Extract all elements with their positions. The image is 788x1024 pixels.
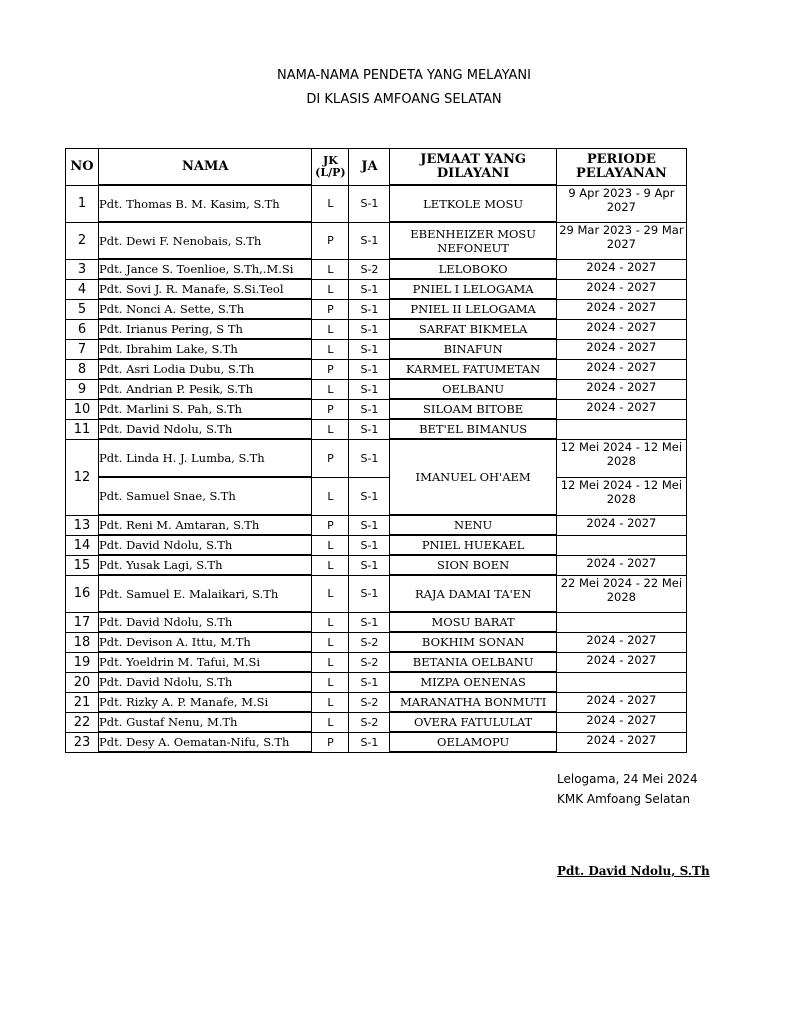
education-level: S-2 (349, 652, 390, 672)
header-ja: JA (349, 149, 390, 186)
congregation: BET'EL BIMANUS (390, 419, 556, 439)
pastor-name: Pdt. Devison A. Ittu, M.Th (99, 632, 312, 652)
service-period: 2024 - 2027 (556, 279, 686, 299)
gender: L (312, 259, 349, 279)
service-period: 12 Mei 2024 - 12 Mei 2028 (556, 439, 686, 477)
table-row (66, 477, 687, 515)
gender: P (312, 359, 349, 379)
row-number: 13 (66, 515, 99, 535)
service-period: 2024 - 2027 (556, 379, 686, 399)
gender: L (312, 575, 349, 612)
gender: L (312, 279, 349, 299)
gender: L (312, 692, 349, 712)
row-number: 5 (66, 299, 99, 319)
service-period: 2024 - 2027 (556, 319, 686, 339)
header-no: NO (66, 149, 99, 186)
service-period: 2024 - 2027 (556, 399, 686, 419)
congregation: MARANATHA BONMUTI (390, 692, 556, 712)
pastor-name: Pdt. Irianus Pering, S Th (99, 319, 312, 339)
service-period: 2024 - 2027 (556, 732, 686, 752)
education-level: S-2 (349, 692, 390, 712)
table-row (66, 712, 687, 732)
service-period (556, 672, 686, 692)
pastor-name: Pdt. Sovi J. R. Manafe, S.Si.Teol (99, 279, 312, 299)
row-number: 3 (66, 259, 99, 279)
document-title: NAMA-NAMA PENDETA YANG MELAYANI (277, 68, 531, 83)
education-level: S-1 (349, 555, 390, 575)
document-subtitle: DI KLASIS AMFOANG SELATAN (306, 92, 502, 107)
pastor-name: Pdt. Desy A. Oematan-Nifu, S.Th (99, 732, 312, 752)
education-level: S-1 (349, 535, 390, 555)
pastor-name: Pdt. Linda H. J. Lumba, S.Th (99, 439, 312, 477)
gender: L (312, 477, 349, 515)
row-number: 20 (66, 672, 99, 692)
education-level: S-1 (349, 299, 390, 319)
header-nama: NAMA (99, 149, 312, 186)
service-period: 29 Mar 2023 - 29 Mar 2027 (556, 222, 686, 259)
pastor-name: Pdt. Rizky A. P. Manafe, M.Si (99, 692, 312, 712)
education-level: S-1 (349, 222, 390, 259)
gender: L (312, 612, 349, 632)
table-row (66, 535, 687, 555)
congregation: IMANUEL OH'AEM (390, 439, 556, 515)
row-number: 23 (66, 732, 99, 752)
pastor-table (65, 148, 687, 753)
service-period: 2024 - 2027 (556, 632, 686, 652)
gender: L (312, 339, 349, 359)
service-period (556, 535, 686, 555)
education-level: S-1 (349, 379, 390, 399)
header-jemaat: JEMAAT YANG DILAYANI (390, 149, 556, 186)
education-level: S-1 (349, 339, 390, 359)
pastor-name: Pdt. Yusak Lagi, S.Th (99, 555, 312, 575)
table-row (66, 379, 687, 399)
table-row (66, 672, 687, 692)
congregation: PNIEL HUEKAEL (390, 535, 556, 555)
table-row (66, 259, 687, 279)
education-level: S-1 (349, 575, 390, 612)
congregation: BETANIA OELBANU (390, 652, 556, 672)
table-header-row (66, 149, 687, 186)
gender: P (312, 515, 349, 535)
table-row (66, 339, 687, 359)
table-row (66, 652, 687, 672)
education-level: S-1 (349, 732, 390, 752)
education-level: S-1 (349, 319, 390, 339)
gender: L (312, 555, 349, 575)
education-level: S-1 (349, 419, 390, 439)
gender: P (312, 222, 349, 259)
table-row (66, 319, 687, 339)
row-number: 2 (66, 222, 99, 259)
congregation: PNIEL I LELOGAMA (390, 279, 556, 299)
congregation: MOSU BARAT (390, 612, 556, 632)
education-level: S-1 (349, 279, 390, 299)
congregation: BOKHIM SONAN (390, 632, 556, 652)
congregation: LETKOLE MOSU (390, 185, 556, 222)
education-level: S-1 (349, 359, 390, 379)
service-period: 9 Apr 2023 - 9 Apr 2027 (556, 185, 686, 222)
table-row (66, 299, 687, 319)
education-level: S-1 (349, 439, 390, 477)
congregation: KARMEL FATUMETAN (390, 359, 556, 379)
service-period: 2024 - 2027 (556, 692, 686, 712)
education-level: S-1 (349, 672, 390, 692)
header-jk: JK (L/P) (312, 149, 349, 186)
congregation: EBENHEIZER MOSU NEFONEUT (390, 222, 556, 259)
service-period: 2024 - 2027 (556, 652, 686, 672)
congregation: NENU (390, 515, 556, 535)
row-number: 7 (66, 339, 99, 359)
row-number: 8 (66, 359, 99, 379)
pastor-name: Pdt. Jance S. Toenlioe, S.Th,.M.Si (99, 259, 312, 279)
row-number: 6 (66, 319, 99, 339)
education-level: S-1 (349, 612, 390, 632)
table-row (66, 555, 687, 575)
pastor-name: Pdt. David Ndolu, S.Th (99, 672, 312, 692)
pastor-name: Pdt. Thomas B. M. Kasim, S.Th (99, 185, 312, 222)
table-row (66, 399, 687, 419)
congregation: SILOAM BITOBE (390, 399, 556, 419)
row-number: 19 (66, 652, 99, 672)
service-period: 22 Mei 2024 - 22 Mei 2028 (556, 575, 686, 612)
education-level: S-2 (349, 712, 390, 732)
education-level: S-1 (349, 399, 390, 419)
pastor-name: Pdt. Samuel E. Malaikari, S.Th (99, 575, 312, 612)
congregation: SION BOEN (390, 555, 556, 575)
congregation: PNIEL II LELOGAMA (390, 299, 556, 319)
gender: L (312, 672, 349, 692)
gender: P (312, 299, 349, 319)
service-period (556, 419, 686, 439)
pastor-name: Pdt. Dewi F. Nenobais, S.Th (99, 222, 312, 259)
service-period: 2024 - 2027 (556, 299, 686, 319)
table-row (66, 732, 687, 752)
pastor-name: Pdt. Nonci A. Sette, S.Th (99, 299, 312, 319)
signatory-name: Pdt. David Ndolu, S.Th (557, 864, 710, 878)
pastor-name: Pdt. Gustaf Nenu, M.Th (99, 712, 312, 732)
organization: KMK Amfoang Selatan (557, 792, 691, 806)
row-number: 9 (66, 379, 99, 399)
row-number: 21 (66, 692, 99, 712)
row-number: 10 (66, 399, 99, 419)
congregation: MIZPA OENENAS (390, 672, 556, 692)
service-period: 2024 - 2027 (556, 515, 686, 535)
row-number: 17 (66, 612, 99, 632)
table-row (66, 575, 687, 612)
table-row (66, 612, 687, 632)
row-number: 1 (66, 185, 99, 222)
table-row (66, 632, 687, 652)
row-number: 16 (66, 575, 99, 612)
pastor-name: Pdt. Reni M. Amtaran, S.Th (99, 515, 312, 535)
pastor-name: Pdt. Yoeldrin M. Tafui, M.Si (99, 652, 312, 672)
table-row (66, 419, 687, 439)
congregation: RAJA DAMAI TA'EN (390, 575, 556, 612)
education-level: S-2 (349, 259, 390, 279)
place-date: Lelogama, 24 Mei 2024 (557, 772, 698, 786)
row-number: 15 (66, 555, 99, 575)
gender: L (312, 632, 349, 652)
gender: L (312, 652, 349, 672)
row-number: 4 (66, 279, 99, 299)
pastor-name: Pdt. David Ndolu, S.Th (99, 612, 312, 632)
service-period: 2024 - 2027 (556, 359, 686, 379)
table-row (66, 279, 687, 299)
gender: L (312, 185, 349, 222)
row-number: 18 (66, 632, 99, 652)
pastor-name: Pdt. David Ndolu, S.Th (99, 535, 312, 555)
congregation: OELBANU (390, 379, 556, 399)
pastor-name: Pdt. Marlini S. Pah, S.Th (99, 399, 312, 419)
table-row (66, 692, 687, 712)
service-period: 2024 - 2027 (556, 712, 686, 732)
row-number: 11 (66, 419, 99, 439)
pastor-name: Pdt. David Ndolu, S.Th (99, 419, 312, 439)
row-number: 22 (66, 712, 99, 732)
header-periode: PERIODE PELAYANAN (556, 149, 686, 186)
congregation: OVERA FATULULAT (390, 712, 556, 732)
table-row (66, 222, 687, 259)
education-level: S-2 (349, 632, 390, 652)
congregation: SARFAT BIKMELA (390, 319, 556, 339)
gender: L (312, 419, 349, 439)
gender: P (312, 399, 349, 419)
gender: P (312, 439, 349, 477)
service-period: 2024 - 2027 (556, 555, 686, 575)
education-level: S-1 (349, 185, 390, 222)
congregation: OELAMOPU (390, 732, 556, 752)
pastor-name: Pdt. Andrian P. Pesik, S.Th (99, 379, 312, 399)
gender: L (312, 319, 349, 339)
education-level: S-1 (349, 515, 390, 535)
gender: L (312, 712, 349, 732)
row-number: 12 (66, 439, 99, 515)
table-row (66, 439, 687, 477)
table-body (66, 185, 687, 752)
table-row (66, 185, 687, 222)
pastor-name: Pdt. Ibrahim Lake, S.Th (99, 339, 312, 359)
gender: L (312, 535, 349, 555)
service-period: 2024 - 2027 (556, 339, 686, 359)
gender: L (312, 379, 349, 399)
service-period (556, 612, 686, 632)
table-row (66, 515, 687, 535)
gender: P (312, 732, 349, 752)
table-row (66, 359, 687, 379)
service-period: 2024 - 2027 (556, 259, 686, 279)
congregation: LELOBOKO (390, 259, 556, 279)
pastor-name: Pdt. Asri Lodia Dubu, S.Th (99, 359, 312, 379)
service-period: 12 Mei 2024 - 12 Mei 2028 (556, 477, 686, 515)
congregation: BINAFUN (390, 339, 556, 359)
pastor-name: Pdt. Samuel Snae, S.Th (99, 477, 312, 515)
row-number: 14 (66, 535, 99, 555)
education-level: S-1 (349, 477, 390, 515)
